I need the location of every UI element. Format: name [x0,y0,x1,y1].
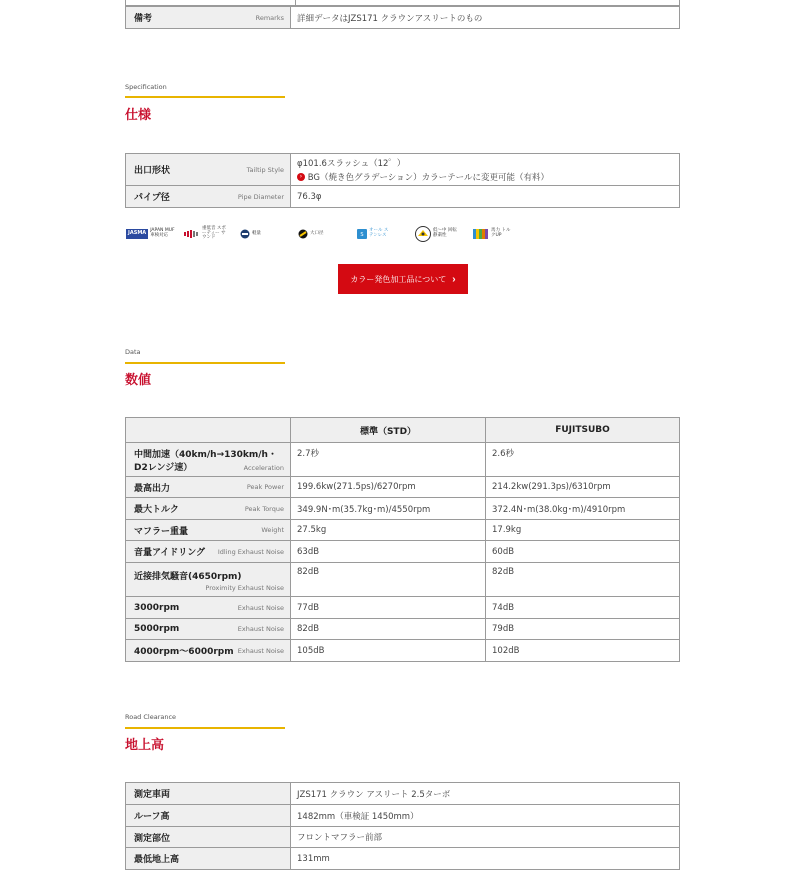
table-row: 4000rpm〜6000rpm Exhaust Noise 105dB 102dB [126,640,680,662]
table-row [126,154,680,186]
tailtip-value: φ101.6スラッシュ（12゜） › BG（焼き色グラデーション）カラーテールに変更可能（有料） [291,154,680,186]
jasma-icon: JASMA JAPAN MUF 車検対応 [128,228,175,238]
arrow-circle-icon: › [297,173,305,181]
table-row: 測定部位 フロントマフラー前部 [126,827,680,848]
table-row: 3000rpm Exhaust Noise 77dB 74dB [126,597,680,619]
table-row [126,186,680,208]
blank-header [126,418,291,443]
clearance-section-underline [125,727,285,729]
table-row: 近接排気騒音(4650rpm) Proximity Exhaust Noise 82dB 82dB [126,563,680,597]
data-section-en: Data [125,348,141,356]
table-header-row [126,418,680,443]
light-icon: 軽量 [240,224,261,244]
tailtip-label: 出口形状 Tailtip Style [126,154,291,186]
table-row: 音量アイドリング Idling Exhaust Noise 63dB 60dB [126,541,680,563]
power-icon: 馬力 トルクUP [473,224,513,244]
spec-section-en: Specification [125,83,167,91]
feature-icons [126,224,526,244]
exhaust-efficiency-icon: 低〜中 回転 静粛性 [415,224,457,244]
remarks-table [125,6,680,29]
pipe-diameter-label: パイプ径 Pipe Diameter [126,186,291,208]
table-row: 最低地上高 131mm [126,848,680,870]
data-section-title: 数値 [125,373,152,388]
table-row: 最高出力 Peak Power 199.6kw(271.5ps)/6270rpm 214.2kw(291.3ps)/6310rpm [126,477,680,498]
stainless-icon: S オール ステンレス [357,224,391,244]
clearance-section-title: 地上高 [125,738,165,753]
fujitsubo-column-header: FUJITSUBO [486,418,680,443]
table-row: 中間加速（40km/h→130km/h・D2レンジ速） Acceleration 2.7秒 2.6秒 [126,443,680,477]
data-section-underline [125,362,285,364]
svg-text:S: S [360,232,364,238]
chevron-right-icon: › [452,273,456,285]
spec-table [125,153,680,208]
remarks-label: 備考 Remarks [126,7,291,29]
clearance-section-en: Road Clearance [125,713,177,721]
pipe-diameter-value: 76.3φ [291,186,680,208]
table-row: 5000rpm Exhaust Noise 82dB 79dB [126,619,680,640]
data-table [125,417,680,662]
clearance-table [125,782,680,870]
remarks-value: 詳細データはJZS171 クラウンアスリートのもの [291,7,680,29]
spec-section-title: 仕様 [125,108,152,123]
sound-icon: 重低音 スポーティー サウンド [184,224,228,244]
table-row: マフラー重量 Weight 27.5kg 17.9kg [126,520,680,541]
table-row: 最大トルク Peak Torque 349.9N･m(35.7kg･m)/4550rpm 372.4N･m(38.0kg･m)/4910rpm [126,498,680,520]
large-diameter-icon: 大口径 [298,224,324,244]
color-processing-button[interactable]: カラー発色加工品について › [338,264,468,294]
std-column-header: 標準（STD） [291,418,486,443]
spec-section-underline [125,96,285,98]
table-row: ルーフ高 1482mm（車検証 1450mm） [126,805,680,827]
table-row: 測定車両 JZS171 クラウン アスリート 2.5ターボ [126,783,680,805]
